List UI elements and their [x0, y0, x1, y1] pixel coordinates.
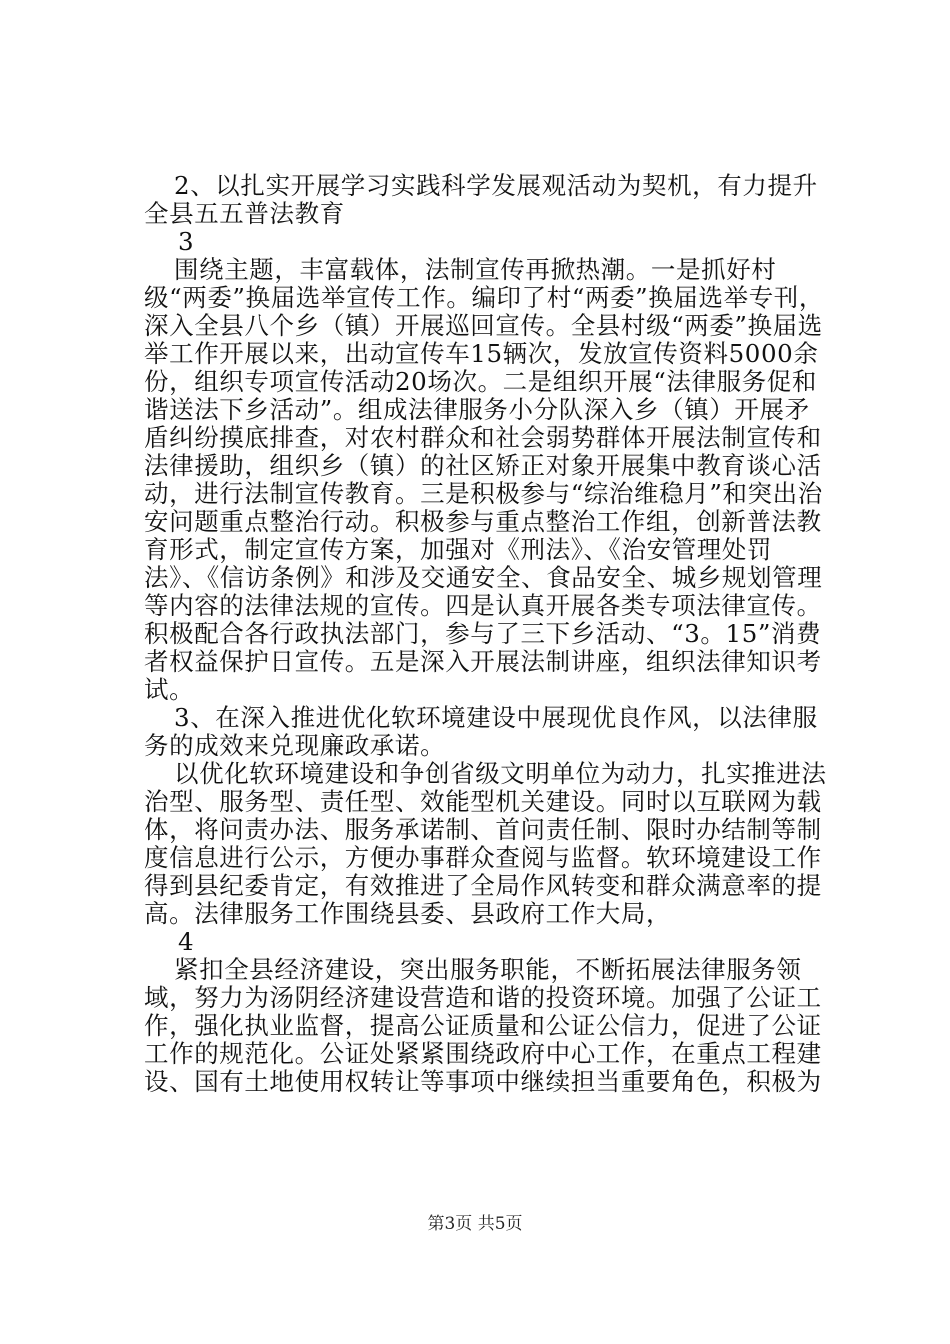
- body-paragraph-economic-service: 紧扣全县经济建设，突出服务职能，不断拓展法律服务领域，努力为汤阴经济建设营造和谐的投资环境。加强了公证工作，强化执业监督，提高公证质量和公证公信力，促进了公证工作的规范化。公证处紧紧围绕政府中心工作，在重点工程建设、国有土地使用权转让等事项中继续担当重要角色，积极为: [144, 955, 822, 1096]
- page-marker-4: 4: [178, 927, 195, 956]
- section-heading-3: 3、在深入推进优化软环境建设中展现优良作风，以法律服务的成效来兑现廉政承诺。: [144, 703, 818, 760]
- body-paragraph-soft-environment: 以优化软环境建设和争创省级文明单位为动力，扎实推进法治型、服务型、责任型、效能型机关建设。同时以互联网为载体，将问责办法、服务承诺制、首问责任制、限时办结制等制度信息进行公示，方便办事群众查阅与监督。软环境建设工作得到县纪委肯定，有效推进了全局作风转变和群众满意率的提高。法律服务工作围绕县委、县政府工作大局，: [144, 759, 827, 928]
- body-paragraph-legal-publicity: 围绕主题，丰富载体，法制宣传再掀热潮。一是抓好村级“两委”换届选举宣传工作。编印了村“两委”换届选举专刊，深入全县八个乡（镇）开展巡回宣传。全县村级“两委”换届选举工作开展以来，出动宣传车15辆次，发放宣传资料5000余份，组织专项宣传活动20场次。二是组织开展“法律服务促和谐送法下乡活动”。组成法律服务小分队深入乡（镇）开展矛盾纠纷摸底排查，对农村群众和社会弱势群体开展法制宣传和法律援助，组织乡（镇）的社区矫正对象开展集中教育谈心活动，进行法制宣传教育。三是积极参与“综治维稳月”和突出治安问题重点整治行动。积极参与重点整治工作组，创新普法教育形式，制定宣传方案，加强对《刑法》、《治安管理处罚法》、《信访条例》和涉及交通安全、食品安全、城乡规划管理等内容的法律法规的宣传。四是认真开展各类专项法律宣传。积极配合各行政执法部门，参与了三下乡活动、“3。15”消费者权益保护日宣传。五是深入开展法制讲座，组织法律知识考试。: [144, 255, 824, 704]
- page-marker-3: 3: [178, 227, 195, 256]
- section-heading-2: 2、以扎实开展学习实践科学发展观活动为契机，有力提升全县五五普法教育: [144, 171, 818, 228]
- page-footer: 第3页 共5页: [427, 1214, 523, 1234]
- document-body: [144, 172, 828, 1096]
